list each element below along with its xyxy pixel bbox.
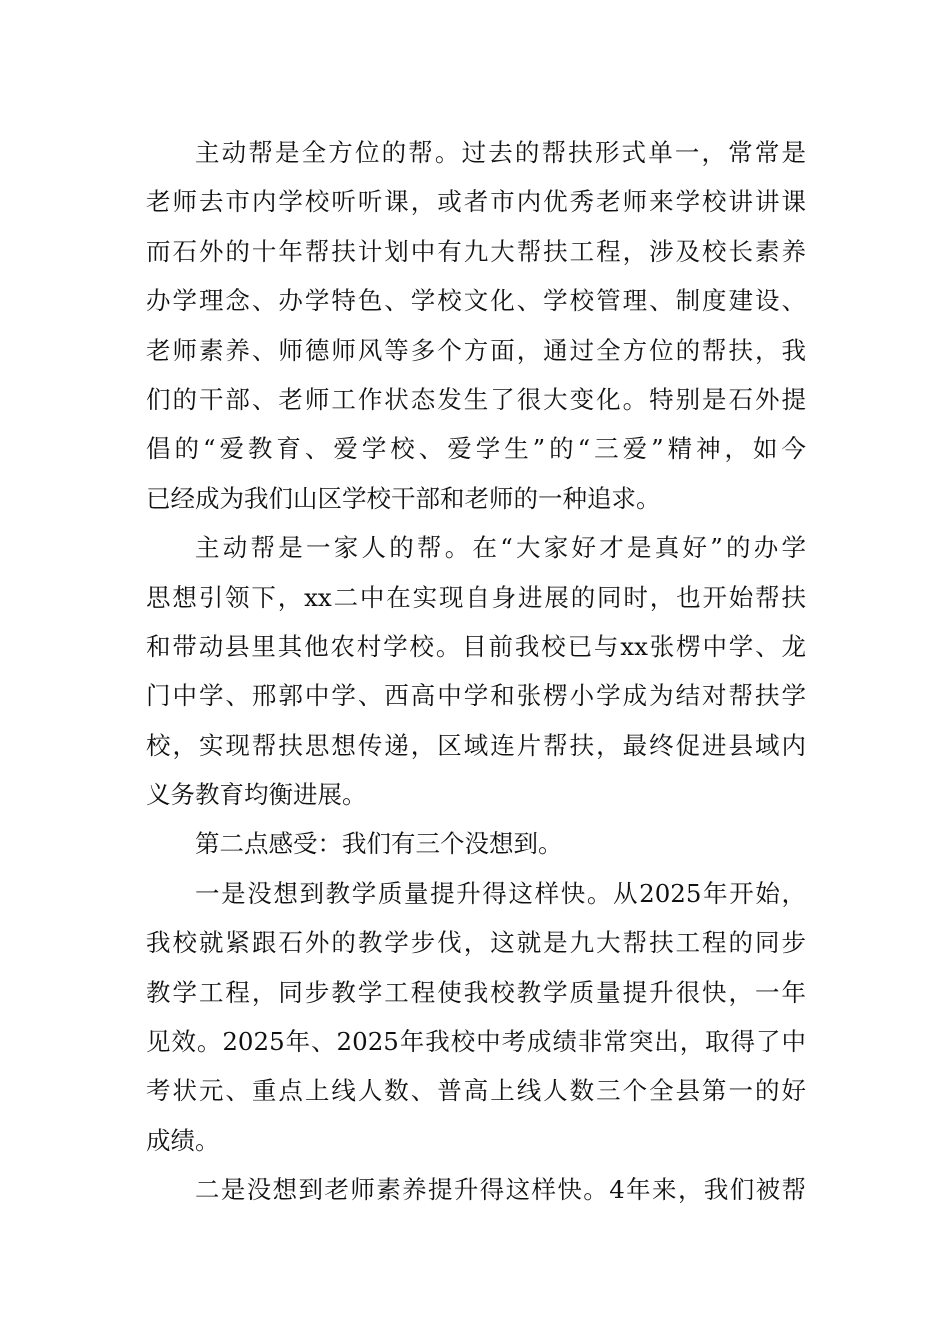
text-line: 主动帮是一家人的帮。在“大家好才是真好”的办学 xyxy=(195,533,806,563)
text-line: 办学理念、办学特色、学校文化、学校管理、制度建设、 xyxy=(146,286,806,316)
text-line: 倡的“爱教育、爱学校、爱学生”的“三爱”精神，如今 xyxy=(146,434,806,464)
text-line: 校，实现帮扶思想传递，区域连片帮扶，最终促进县域内 xyxy=(146,730,806,760)
text-line: 考状元、重点上线人数、普高上线人数三个全县第一的好 xyxy=(146,1076,806,1106)
paragraph xyxy=(146,1165,806,1214)
paragraph xyxy=(146,128,806,523)
text-line: 一是没想到教学质量提升得这样快。从2025年开始， xyxy=(195,878,806,908)
text-line: 们的干部、老师工作状态发生了很大变化。特别是石外提 xyxy=(146,384,806,414)
text-line: 见效。2025年、2025年我校中考成绩非常突出，取得了中 xyxy=(146,1027,806,1057)
text-line: 成绩。 xyxy=(146,1125,220,1155)
paragraph xyxy=(146,869,806,1165)
text-line: 主动帮是全方位的帮。过去的帮扶形式单一，常常是 xyxy=(195,138,806,167)
text-line: 已经成为我们山区学校干部和老师的一种追求。 xyxy=(146,483,661,513)
text-line: 教学工程，同步教学工程使我校教学质量提升很快，一年 xyxy=(146,977,806,1007)
text-line: 老师去市内学校听听课，或者市内优秀老师来学校讲讲课 xyxy=(146,187,806,217)
text-line: 二是没想到老师素养提升得这样快。4年来，我们被帮 xyxy=(195,1175,806,1205)
paragraph xyxy=(146,523,806,819)
text-line: 和带动县里其他农村学校。目前我校已与xx张楞中学、龙 xyxy=(146,631,806,661)
document-body xyxy=(146,128,806,1215)
text-line: 而石外的十年帮扶计划中有九大帮扶工程，涉及校长素养 xyxy=(146,236,806,266)
text-line: 老师素养、师德师风等多个方面，通过全方位的帮扶，我 xyxy=(146,335,806,365)
text-line: 门中学、邢郭中学、西高中学和张楞小学成为结对帮扶学 xyxy=(146,681,806,711)
text-line: 思想引领下，xx二中在实现自身进展的同时，也开始帮扶 xyxy=(146,582,806,612)
text-line: 我校就紧跟石外的教学步伐，这就是九大帮扶工程的同步 xyxy=(146,928,806,958)
text-line: 第二点感受：我们有三个没想到。 xyxy=(195,829,563,859)
paragraph xyxy=(146,819,806,868)
text-line: 义务教育均衡进展。 xyxy=(146,780,367,810)
